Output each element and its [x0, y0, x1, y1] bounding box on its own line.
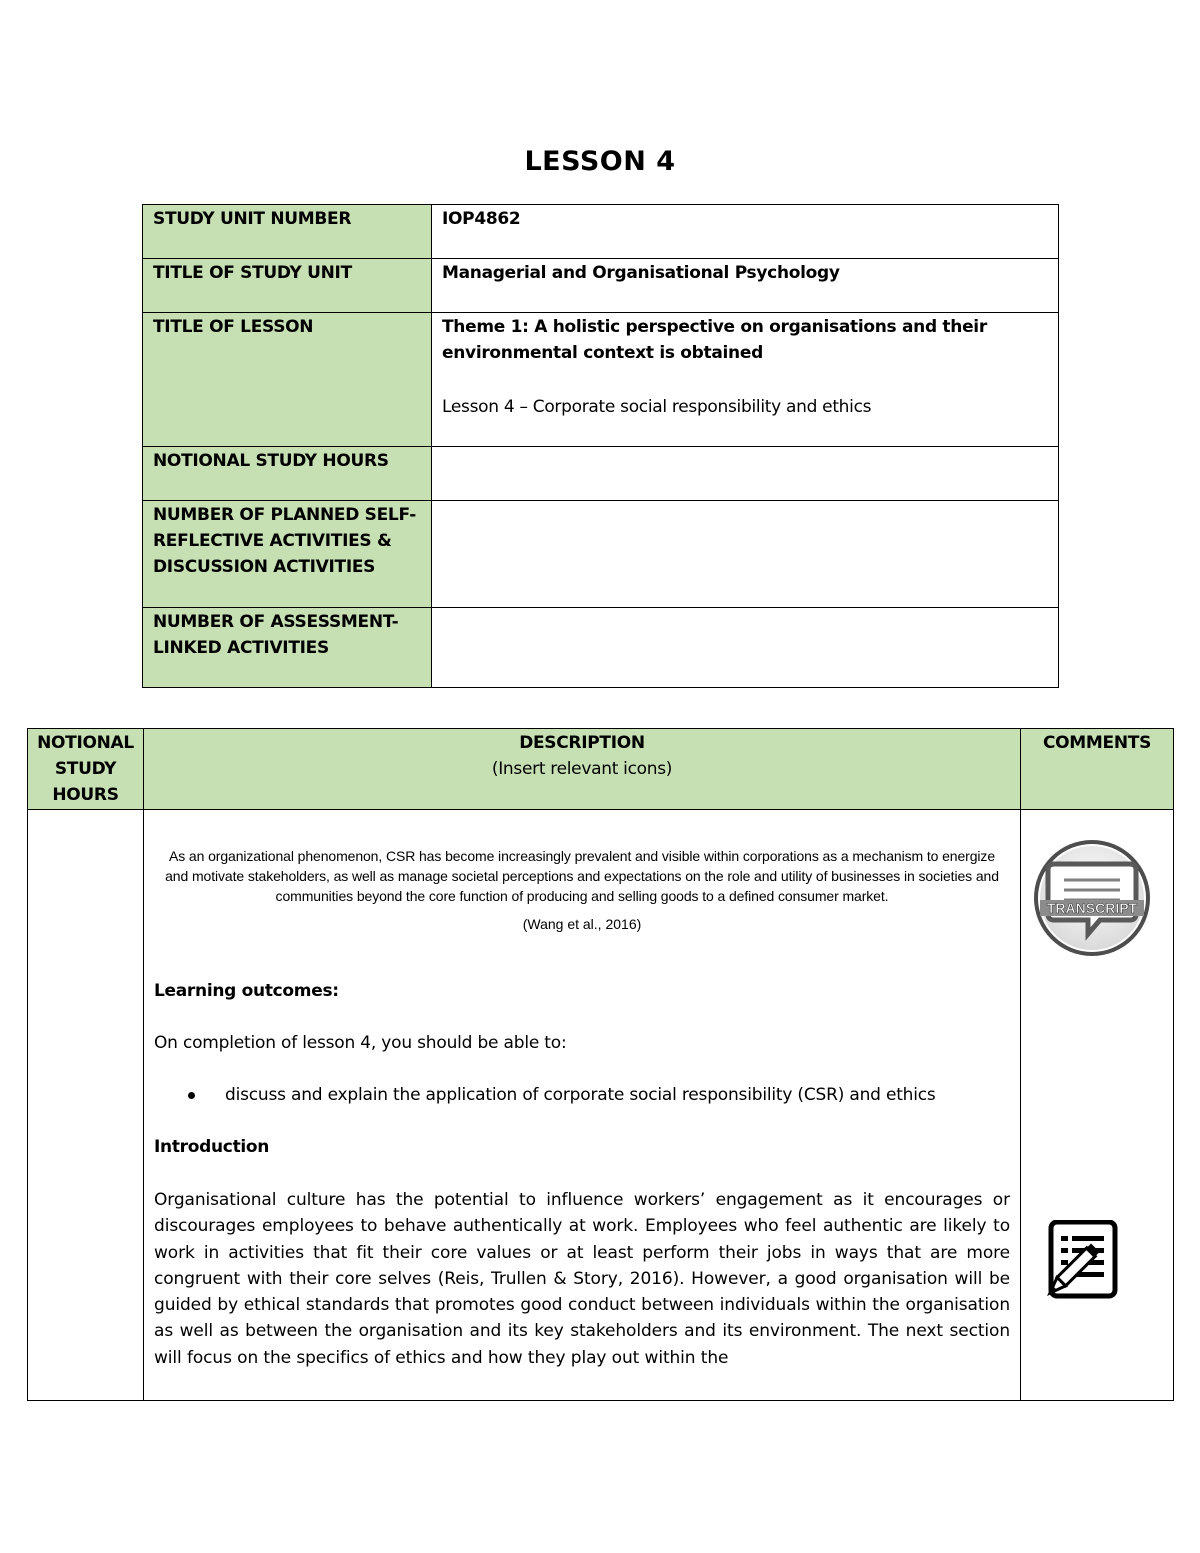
- info-value: [432, 501, 1059, 608]
- transcript-speech-bubble-icon: [1026, 838, 1158, 960]
- page-title: LESSON 4: [524, 146, 676, 177]
- info-label: NOTIONAL STUDY HOURS: [143, 447, 432, 501]
- info-row-notional-study-hours: [143, 447, 1059, 501]
- lesson-content-table-wrapper: [27, 728, 1174, 1401]
- info-value: [432, 205, 1059, 259]
- info-label: NUMBER OF PLANNED SELF-REFLECTIVE ACTIVITIES & DISCUSSION ACTIVITIES: [143, 501, 432, 608]
- header-description-label: DESCRIPTION: [519, 733, 645, 753]
- header-comments: COMMENTS: [1021, 729, 1174, 810]
- header-description: [144, 729, 1021, 810]
- description-cell: [144, 810, 1021, 1402]
- lesson-subtitle-value: Lesson 4 – Corporate social responsibility and ethics: [442, 397, 872, 417]
- info-value: [432, 313, 1059, 447]
- info-label: TITLE OF STUDY UNIT: [143, 259, 432, 313]
- header-description-sub: (Insert relevant icons): [491, 759, 673, 779]
- info-label: TITLE OF LESSON: [143, 313, 432, 447]
- comments-cell: [1021, 810, 1174, 1402]
- info-value: [432, 608, 1059, 688]
- notes-pencil-icon: [1037, 1220, 1119, 1320]
- csr-quote: As an organizational phenomenon, CSR has become increasingly prevalent and visible within corporations as a mechanism to energize and motivate stakeholders, as well as manage societal perceptions and expectations on the role and utility of businesses in societies and communities beyond the core function of producing and selling goods to a defined consumer market.: [165, 848, 999, 904]
- info-label: STUDY UNIT NUMBER: [143, 205, 432, 259]
- lesson-theme-value: Theme 1: A holistic perspective on organisations and their environmental context is obtained: [442, 317, 987, 363]
- info-label: NUMBER OF ASSESSMENT-LINKED ACTIVITIES: [143, 608, 432, 688]
- learning-outcomes-heading: Learning outcomes:: [154, 981, 339, 1001]
- study-unit-info-table: [142, 204, 1059, 688]
- lesson-table-body-row: [28, 810, 1174, 1402]
- info-row-title-of-lesson: [143, 313, 1059, 447]
- learning-outcomes-list: [154, 1082, 1010, 1108]
- list-item: discuss and explain the application of corporate social responsibility (CSR) and ethics: [154, 1082, 1010, 1108]
- info-row-planned-activities: [143, 501, 1059, 608]
- lesson-table-header-row: [28, 729, 1174, 810]
- quote-citation: (Wang et al., 2016): [522, 916, 642, 932]
- study-unit-title-value: Managerial and Organisational Psychology: [442, 263, 840, 283]
- info-row-title-of-study-unit: [143, 259, 1059, 313]
- info-value: [432, 447, 1059, 501]
- transcript-icon-label: TRANSCRIPT: [1046, 900, 1138, 916]
- header-notional-study-hours: NOTIONAL STUDY HOURS: [28, 729, 144, 810]
- info-row-study-unit-number: [143, 205, 1059, 259]
- learning-outcomes-intro: On completion of lesson 4, you should be able to:: [154, 1033, 567, 1053]
- study-unit-number-value: IOP4862: [442, 209, 521, 229]
- lesson-content-table: [27, 728, 1174, 1401]
- hours-cell: [28, 810, 144, 1402]
- info-row-assessment-activities: [143, 608, 1059, 688]
- introduction-paragraph: Organisational culture has the potential to influence workers’ engagement as it encourages or discourages employees to behave authentically at work. Employees who feel authentic are likely to work in activities that fit their core values or at least perform their jobs in ways that are more congruent with their core selves (Reis, Trullen & Story, 2016). However, a good organisation will be guided by ethical standards that promotes good conduct between individuals within the organisation as well as between the organisation and its key stakeholders and its environment. The next section will focus on the specifics of ethics and how they play out within the: [154, 1190, 1010, 1368]
- info-value: [432, 259, 1059, 313]
- introduction-heading: Introduction: [154, 1137, 270, 1157]
